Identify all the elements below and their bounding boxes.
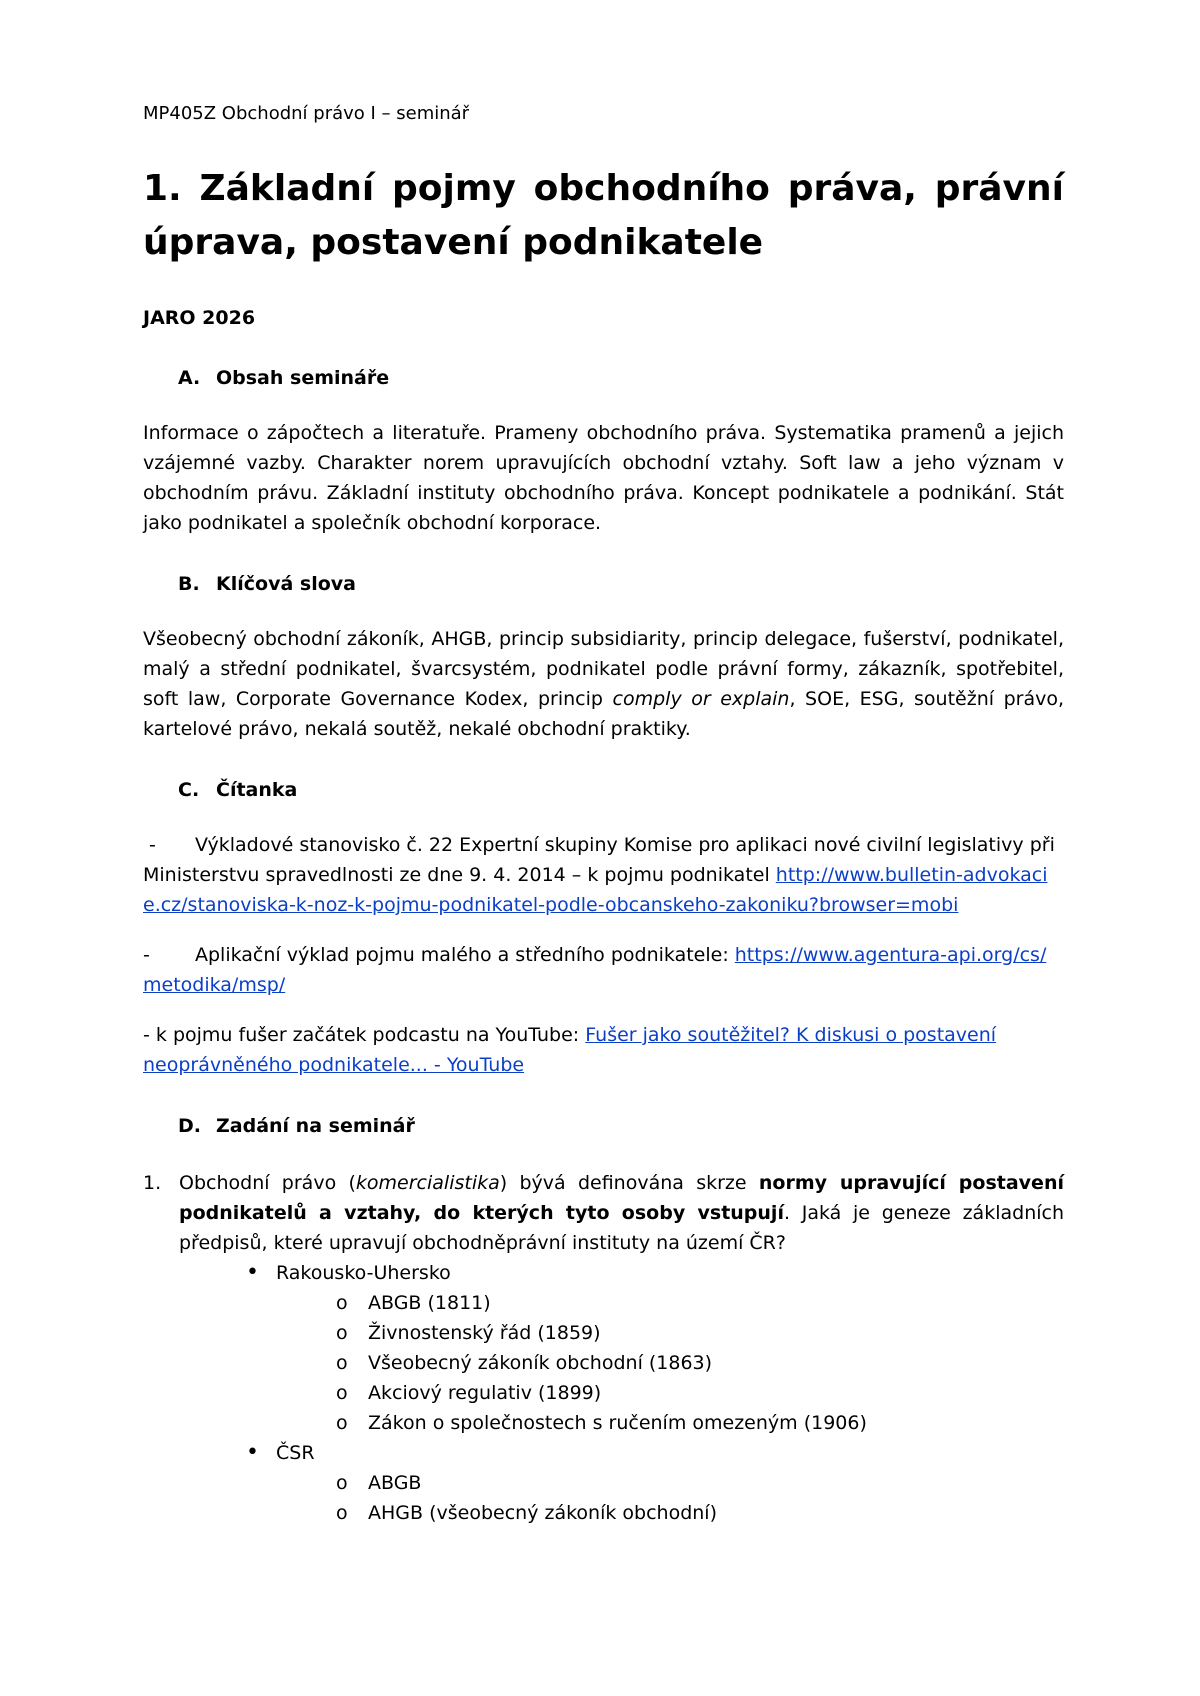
reader-item-2-text: Aplikační výklad pojmu malého a středního podnikatele: bbox=[195, 944, 735, 966]
section-b-heading bbox=[178, 570, 1064, 598]
section-d-heading bbox=[178, 1112, 1064, 1140]
reader-item-3-link[interactable]: Fušer jako soutěžitel? K diskusi o postavení neoprávněného podnikatele... - YouTube bbox=[143, 1024, 997, 1076]
list-item: o Akciový regulativ (1899) bbox=[336, 1378, 1064, 1408]
reader-item-2-link[interactable]: https://www.agentura-api.org/cs/metodika/msp/ bbox=[143, 944, 1047, 996]
document-title: 1. Základní pojmy obchodního práva, právní úprava, postavení podnikatele bbox=[143, 168, 1064, 263]
section-b-text bbox=[143, 624, 1064, 744]
list-item-csr bbox=[246, 1438, 1064, 1528]
section-a-heading bbox=[178, 364, 1064, 392]
section-c-letter: C. bbox=[178, 779, 200, 801]
reader-item-1-text: Výkladové stanovisko č. 22 Expertní skupiny Komise pro aplikaci nové civilní legislativy při Ministerstvu spravedlnosti ze dne 9. 4. 2014 – k pojmu podnikatel bbox=[143, 834, 1055, 886]
section-a-text: Informace o zápočtech a literatuře. Prameny obchodního práva. Systematika pramenů a jejich vzájemné vazby. Charakter norem upravujících obchodní vztahy. Soft law a jeho význam v obchodním právu. Základní instituty obchodního práva. Koncept podnikatele a podnikání. Stát jako podnikatel a společník obchodní korporace. bbox=[143, 422, 1064, 534]
reader-item-1-link[interactable]: http://www.bulletin-advokacie.cz/stanoviska-k-noz-k-pojmu-podnikatel-podle-obcanskeho-zakoniku?browser=mobi bbox=[143, 864, 1048, 916]
list-item: o AHGB (všeobecný zákoník obchodní) bbox=[336, 1498, 1064, 1528]
reader-item-1 bbox=[143, 830, 1064, 920]
list-item-rakousko-uhersko bbox=[246, 1258, 1064, 1438]
reader-item-2 bbox=[143, 940, 1064, 1000]
sublist-rakousko-uhersko bbox=[336, 1288, 1064, 1438]
reader-item-1-dash: - bbox=[149, 834, 156, 856]
list-item: o Všeobecný zákoník obchodní (1863) bbox=[336, 1348, 1064, 1378]
section-b-letter: B. bbox=[178, 573, 200, 595]
list-item: o Zákon o společnostech s ručením omezeným (1906) bbox=[336, 1408, 1064, 1438]
assignment-1-italic: komercialistika bbox=[355, 1172, 500, 1194]
reader-item-3-text: k pojmu fušer začátek podcastu na YouTube: bbox=[155, 1024, 586, 1046]
history-list bbox=[246, 1258, 1064, 1528]
list-item: o ABGB bbox=[336, 1468, 1064, 1498]
assignment-1-bold: normy upravující postavení podnikatelů a vztahy, do kterých tyto osoby vstupují bbox=[179, 1172, 1064, 1224]
reader-item-3-dash: - bbox=[143, 1024, 150, 1046]
list-item: o Živnostenský řád (1859) bbox=[336, 1318, 1064, 1348]
keywords-part-2: , SOE, ESG, soutěžní právo, kartelové právo, nekalá soutěž, nekalé obchodní praktiky. bbox=[143, 688, 1064, 740]
group-label-rakousko-uhersko: Rakousko-Uhersko bbox=[276, 1262, 451, 1284]
reader-item-3 bbox=[143, 1020, 1064, 1080]
keywords-italic: comply or explain bbox=[612, 688, 790, 710]
section-c-title: Čítanka bbox=[216, 779, 298, 801]
group-label-csr: ČSR bbox=[276, 1442, 315, 1464]
assignment-1-text bbox=[179, 1168, 1064, 1258]
section-a-letter: A. bbox=[178, 367, 201, 389]
section-c-heading bbox=[178, 776, 1064, 804]
section-b-title: Klíčová slova bbox=[216, 573, 356, 595]
assignment-1-part-3: . Jaká je geneze základních předpisů, které upravují obchodněprávní instituty na území ČR? bbox=[179, 1202, 1064, 1254]
assignment-1 bbox=[143, 1168, 1064, 1258]
section-a-title: Obsah semináře bbox=[216, 367, 390, 389]
list-item: o ABGB (1811) bbox=[336, 1288, 1064, 1318]
reader-item-2-dash: - bbox=[143, 944, 150, 966]
assignment-1-part-1: Obchodní právo ( bbox=[179, 1172, 356, 1194]
section-d-letter: D. bbox=[178, 1115, 201, 1137]
assignment-1-part-2: ) bývá definována skrze bbox=[499, 1172, 759, 1194]
assignment-1-number: 1. bbox=[143, 1172, 162, 1194]
running-header: MP405Z Obchodní právo I – seminář bbox=[143, 103, 470, 124]
sublist-csr bbox=[336, 1468, 1064, 1528]
term-label: JARO 2026 bbox=[143, 307, 256, 329]
keywords-part-1: Všeobecný obchodní zákoník, AHGB, princip subsidiarity, princip delegace, fušerství, podnikatel, malý a střední podnikatel, švarcsystém, podnikatel podle právní formy, zákazník, spotřebitel, soft law, Corporate Governance Kodex, princip bbox=[143, 628, 1064, 710]
section-d-title: Zadání na seminář bbox=[216, 1115, 415, 1137]
